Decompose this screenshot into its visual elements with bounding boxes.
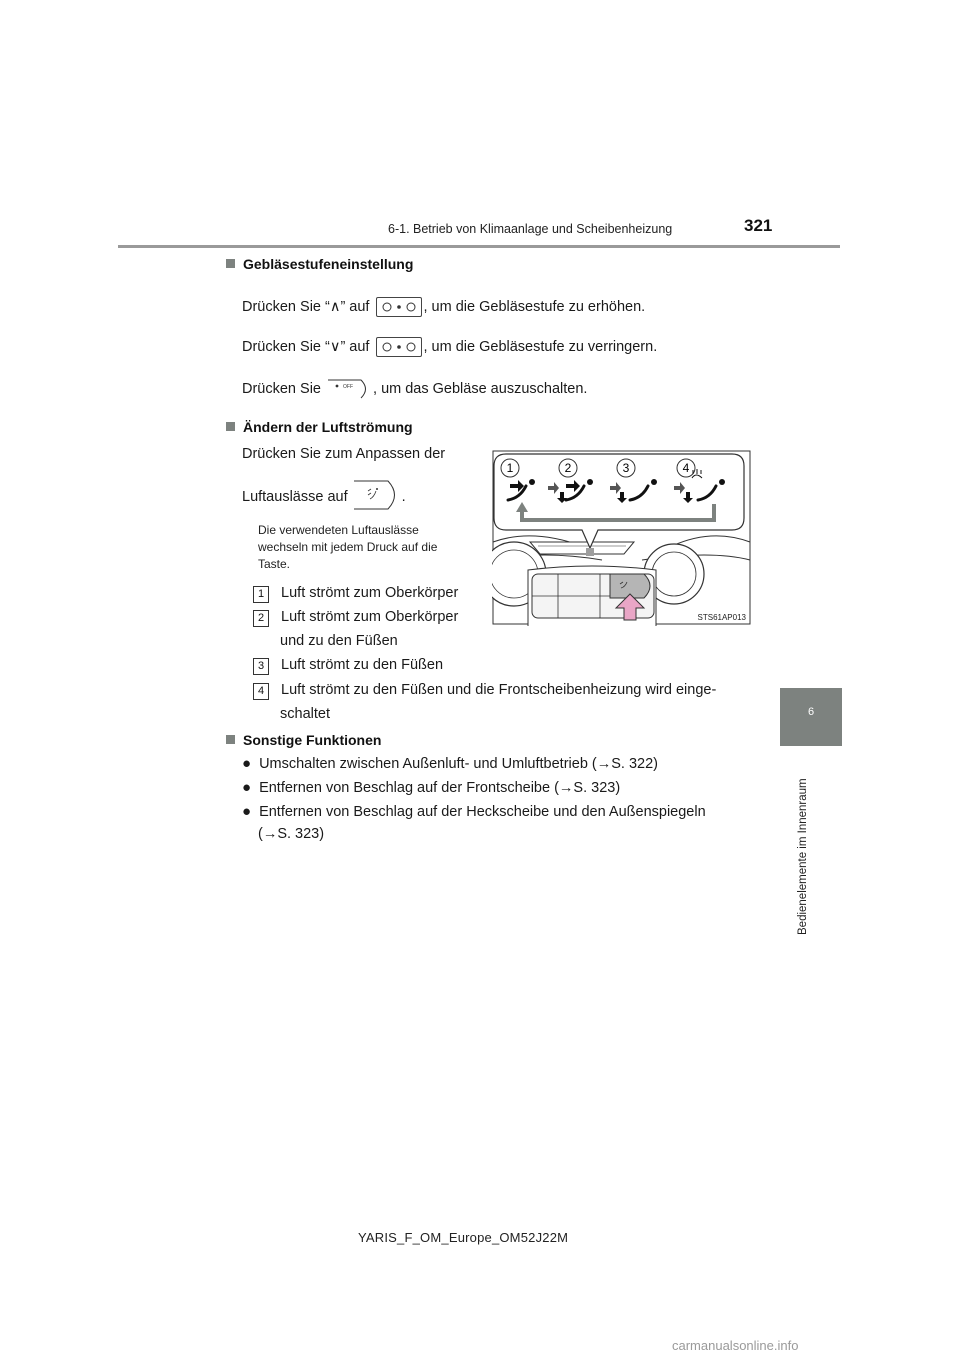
svg-text:OFF: OFF	[343, 384, 354, 390]
fan-line1-pre: Drücken Sie “∧” auf	[242, 298, 370, 315]
item-text-1: Luft strömt zum Oberkörper	[281, 585, 459, 601]
item-number-3: 3	[253, 658, 269, 675]
page-number: 321	[744, 216, 773, 235]
chapter-number: 6	[807, 706, 815, 718]
chapter-label: Bedienelemente im Innenraum	[797, 778, 809, 935]
bullet-icon: ●	[242, 779, 252, 796]
other-bullet-2-text: Entfernen von Beschlag auf der Frontscheibe (→S. 323)	[259, 780, 621, 796]
airflow-item-1	[253, 585, 458, 603]
heading-square-icon	[226, 735, 235, 744]
item-text-3: Luft strömt zu den Füßen	[281, 657, 444, 673]
airflow-intro-1: Drücken Sie zum Anpassen der	[242, 446, 446, 462]
item-text-4-line2: schaltet	[280, 706, 330, 722]
fan-line2-post: , um die Gebläsestufe zu verringern.	[423, 338, 658, 355]
fan-line3-post: , um das Gebläse auszuschalten.	[373, 380, 588, 397]
fan-speed-button-icon	[376, 297, 422, 317]
airflow-heading	[226, 419, 413, 435]
header-divider	[118, 245, 840, 248]
item-number-4: 4	[253, 683, 269, 700]
other-bullet-1	[242, 755, 658, 772]
item-text-4-line1: Luft strömt zu den Füßen und die Frontscheibenheizung wird einge-	[281, 682, 717, 698]
airflow-heading-text: Ändern der Luftströmung	[243, 419, 413, 435]
airflow-intro-2-post: .	[401, 488, 406, 505]
watermark: carmanualsonline.info	[672, 1338, 799, 1353]
figure-label-4: 4	[682, 461, 690, 475]
airflow-note-line2: wechseln mit jedem Druck auf die	[258, 540, 438, 554]
fan-line3-pre: Drücken Sie	[242, 380, 321, 397]
item-text-2-line2: und zu den Füßen	[280, 633, 398, 649]
airflow-note-line3: Taste.	[258, 557, 291, 571]
document-code: YARIS_F_OM_Europe_OM52J22M	[358, 1230, 569, 1245]
airflow-figure-svg	[492, 450, 752, 626]
other-bullet-3-line2: (→S. 323)	[258, 826, 325, 842]
other-bullet-2	[242, 779, 620, 796]
item-text-2-line1: Luft strömt zum Oberkörper	[281, 609, 459, 625]
item-number-1: 1	[253, 586, 269, 603]
airflow-figure	[492, 450, 752, 626]
fan-line-off	[242, 379, 587, 399]
figure-label-1: 1	[506, 461, 514, 475]
heading-square-icon	[226, 259, 235, 268]
fan-line-decrease	[242, 337, 657, 357]
fan-heading	[226, 256, 413, 272]
other-heading-text: Sonstige Funktionen	[243, 732, 382, 748]
fan-line2-pre: Drücken Sie “∨” auf	[242, 338, 370, 355]
figure-label-3: 3	[622, 461, 630, 475]
airflow-item-2	[253, 609, 458, 627]
fan-heading-text: Gebläsestufeneinstellung	[243, 256, 414, 272]
bullet-icon: ●	[242, 755, 252, 772]
item-number-2: 2	[253, 610, 269, 627]
section-title: 6-1. Betrieb von Klimaanlage und Scheibenheizung	[388, 222, 673, 236]
chapter-tab	[780, 688, 842, 746]
other-heading	[226, 732, 381, 748]
airflow-intro-2	[242, 478, 406, 516]
other-bullet-3-text: Entfernen von Beschlag auf der Heckscheibe und den Außenspiegeln	[259, 804, 706, 820]
airflow-note-line1: Die verwendeten Luftauslässe	[258, 523, 419, 537]
bullet-icon: ●	[242, 803, 252, 820]
figure-code: STS61AP013	[697, 613, 746, 622]
airflow-item-3	[253, 657, 443, 675]
airflow-intro-2-text: Luftauslässe auf	[242, 488, 348, 505]
fan-line1-post: , um die Gebläsestufe zu erhöhen.	[423, 298, 646, 315]
fan-off-button-icon	[327, 379, 371, 399]
other-bullet-3	[242, 803, 706, 820]
airflow-mode-button-icon	[352, 478, 402, 516]
fan-speed-button-icon	[376, 337, 422, 357]
airflow-item-4	[253, 682, 716, 700]
fan-line-increase	[242, 297, 645, 317]
airflow-note	[258, 522, 478, 573]
heading-square-icon	[226, 422, 235, 431]
other-bullet-1-text: Umschalten zwischen Außenluft- und Umluftbetrieb (→S. 322)	[259, 756, 658, 772]
figure-label-2: 2	[564, 461, 572, 475]
